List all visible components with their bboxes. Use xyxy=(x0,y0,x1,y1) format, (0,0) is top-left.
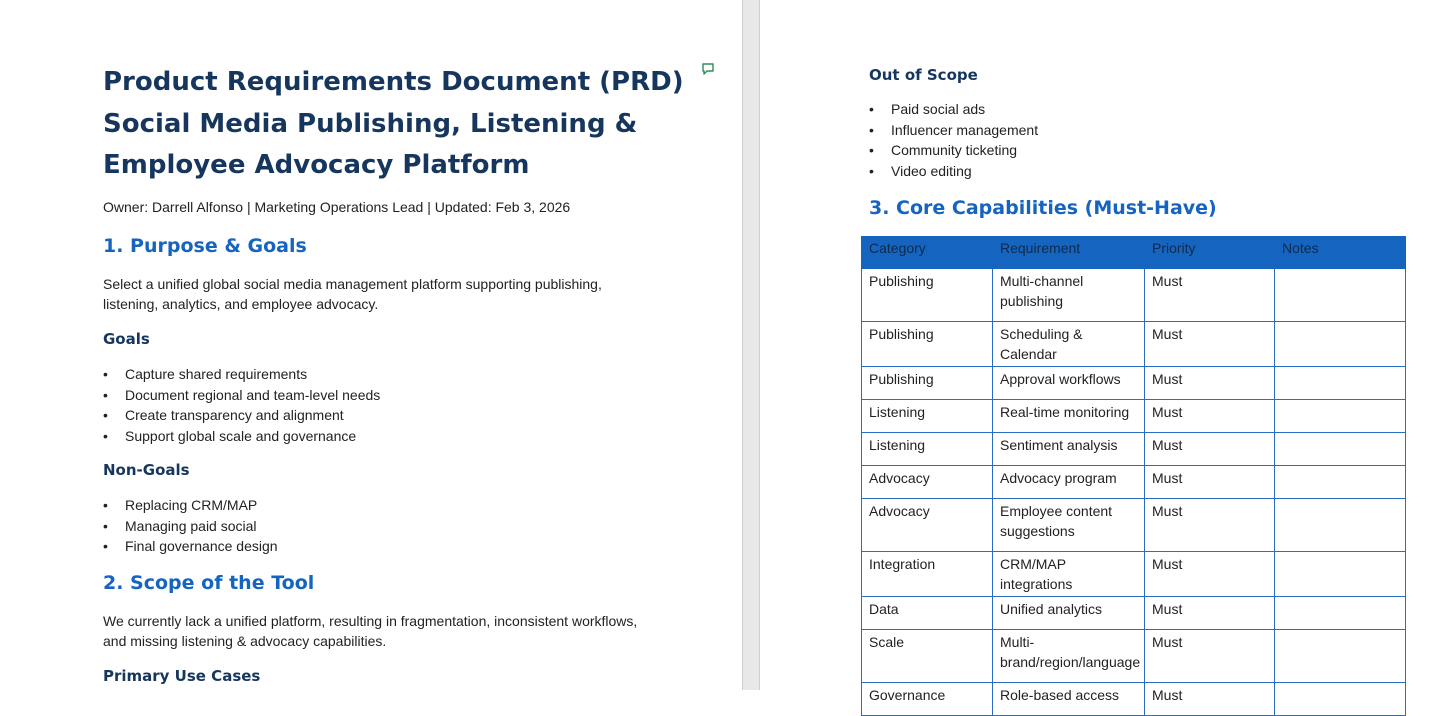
title-line: Product Requirements Document (PRD) xyxy=(103,67,684,97)
cell-notes xyxy=(1275,367,1406,400)
nongoals-list xyxy=(103,495,278,557)
cell-requirement: Approval workflows xyxy=(993,367,1145,400)
table-row xyxy=(862,433,1406,466)
cell-notes xyxy=(1275,630,1406,683)
purpose-paragraph xyxy=(103,274,602,314)
core-capabilities-table xyxy=(861,236,1406,716)
table-row xyxy=(862,269,1406,322)
list-item: • Managing paid social xyxy=(103,516,278,537)
cell-notes xyxy=(1275,400,1406,433)
cell-priority: Must xyxy=(1145,499,1275,552)
document-title xyxy=(103,62,703,187)
cell-category: Scale xyxy=(862,630,993,683)
section-heading-core-capabilities: 3. Core Capabilities (Must-Have) xyxy=(869,197,1217,219)
cell-priority: Must xyxy=(1145,466,1275,499)
table-row xyxy=(862,367,1406,400)
cell-category: Listening xyxy=(862,433,993,466)
cell-category: Publishing xyxy=(862,322,993,367)
table-row xyxy=(862,466,1406,499)
requirement-line: suggestions xyxy=(1000,523,1075,539)
cell-requirement xyxy=(993,499,1145,552)
out-of-scope-list xyxy=(869,99,1038,181)
section-heading-purpose: 1. Purpose & Goals xyxy=(103,235,307,257)
cell-requirement: Scheduling & Calendar xyxy=(993,322,1145,367)
table-row xyxy=(862,552,1406,597)
column-header-priority: Priority xyxy=(1145,237,1275,269)
paragraph-line: listening, analytics, and employee advocacy. xyxy=(103,296,379,312)
list-item: • Create transparency and alignment xyxy=(103,405,380,426)
paragraph-line: Select a unified global social media management platform supporting publishing, xyxy=(103,276,602,292)
paragraph-line: and missing listening & advocacy capabilities. xyxy=(103,633,387,649)
cell-requirement: Sentiment analysis xyxy=(993,433,1145,466)
list-item: • Replacing CRM/MAP xyxy=(103,495,278,516)
requirement-line: brand/region/language xyxy=(1000,654,1141,670)
cell-requirement xyxy=(993,269,1145,322)
comment-icon[interactable] xyxy=(701,62,715,76)
goals-heading: Goals xyxy=(103,330,150,348)
cell-priority: Must xyxy=(1145,597,1275,630)
cell-category: Advocacy xyxy=(862,466,993,499)
cell-notes xyxy=(1275,499,1406,552)
requirement-line: publishing xyxy=(1000,293,1064,309)
cell-priority: Must xyxy=(1145,433,1275,466)
cell-notes xyxy=(1275,552,1406,597)
cell-requirement: Role-based access xyxy=(993,683,1145,716)
table-row xyxy=(862,597,1406,630)
table-row xyxy=(862,322,1406,367)
list-item: • Support global scale and governance xyxy=(103,426,380,447)
requirement-line: Multi-channel xyxy=(1000,273,1084,289)
cell-priority: Must xyxy=(1145,552,1275,597)
cell-category: Governance xyxy=(862,683,993,716)
document-page-1 xyxy=(0,0,742,690)
requirement-line: Employee content xyxy=(1000,503,1113,519)
list-item: • Video editing xyxy=(869,161,1038,182)
out-of-scope-heading: Out of Scope xyxy=(869,66,978,84)
cell-priority: Must xyxy=(1145,322,1275,367)
title-line: Employee Advocacy Platform xyxy=(103,150,530,180)
cell-notes xyxy=(1275,269,1406,322)
cell-category: Advocacy xyxy=(862,499,993,552)
table-row xyxy=(862,630,1406,683)
cell-priority: Must xyxy=(1145,269,1275,322)
primary-use-cases-heading: Primary Use Cases xyxy=(103,667,261,685)
goals-list xyxy=(103,364,380,446)
cell-requirement: CRM/MAP integrations xyxy=(993,552,1145,597)
page-edge-divider xyxy=(742,0,743,690)
list-item: • Capture shared requirements xyxy=(103,364,380,385)
cell-requirement: Real-time monitoring xyxy=(993,400,1145,433)
cell-category: Data xyxy=(862,597,993,630)
list-item: • Community ticketing xyxy=(869,140,1038,161)
list-item: • Document regional and team-level needs xyxy=(103,385,380,406)
table-row xyxy=(862,683,1406,716)
title-line: Social Media Publishing, Listening & xyxy=(103,108,638,139)
cell-notes xyxy=(1275,322,1406,367)
cell-priority: Must xyxy=(1145,400,1275,433)
list-item: • Influencer management xyxy=(869,120,1038,141)
cell-notes xyxy=(1275,683,1406,716)
table-row xyxy=(862,400,1406,433)
table-row xyxy=(862,499,1406,552)
cell-category: Publishing xyxy=(862,367,993,400)
nongoals-heading: Non-Goals xyxy=(103,461,190,479)
cell-priority: Must xyxy=(1145,367,1275,400)
cell-category: Publishing xyxy=(862,269,993,322)
paragraph-line: We currently lack a unified platform, resulting in fragmentation, inconsistent workflows, xyxy=(103,613,638,629)
table-header-row xyxy=(862,237,1406,269)
cell-category: Integration xyxy=(862,552,993,597)
column-header-requirement: Requirement xyxy=(993,237,1145,269)
column-header-category: Category xyxy=(862,237,993,269)
cell-notes xyxy=(1275,597,1406,630)
section-heading-scope: 2. Scope of the Tool xyxy=(103,572,315,594)
cell-priority: Must xyxy=(1145,630,1275,683)
cell-notes xyxy=(1275,466,1406,499)
cell-requirement: Advocacy program xyxy=(993,466,1145,499)
document-meta: Owner: Darrell Alfonso | Marketing Operations Lead | Updated: Feb 3, 2026 xyxy=(103,199,571,215)
cell-priority: Must xyxy=(1145,683,1275,716)
cell-notes xyxy=(1275,433,1406,466)
cell-requirement: Unified analytics xyxy=(993,597,1145,630)
scope-paragraph xyxy=(103,611,637,651)
list-item: • Paid social ads xyxy=(869,99,1038,120)
requirement-line: Multi- xyxy=(1000,634,1035,650)
column-header-notes: Notes xyxy=(1275,237,1406,269)
list-item: • Final governance design xyxy=(103,536,278,557)
cell-category: Listening xyxy=(862,400,993,433)
cell-requirement xyxy=(993,630,1145,683)
